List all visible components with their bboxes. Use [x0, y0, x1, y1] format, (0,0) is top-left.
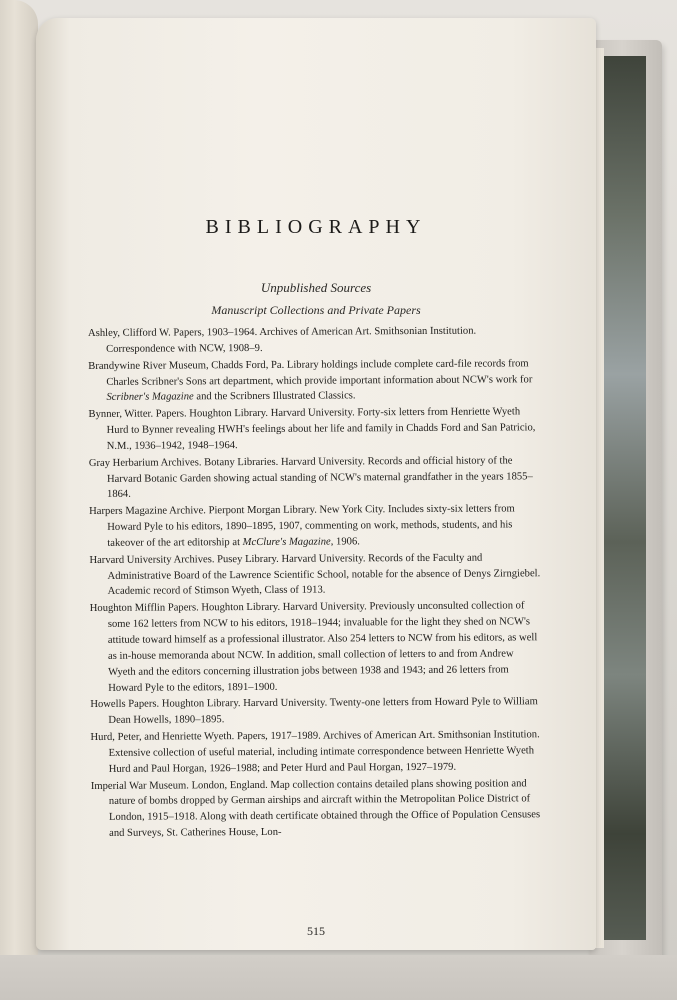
section-title: Unpublished Sources: [260, 280, 372, 295]
bibliography-entry: Imperial War Museum. London, England. Map collection contains detailed plans showing position and nature of bombs dropped by German airships and aircraft within the Metropolitan Police District of London, 1915–1918. Along with death certificate obtained through the Office of Population Censuses and Surveys, St. Catherines House, Lon-: [90, 777, 541, 840]
bibliography-entry: Howells Papers. Houghton Library. Harvard University. Twenty-one letters from Howard Pyle to William Dean Howells, 1890–1895.: [90, 696, 538, 727]
bibliography-entry: Hurd, Peter, and Henriette Wyeth. Papers, 1917–1989. Archives of American Art. Smithsonian Institution. Extensive collection of useful material, including intimate correspondence between Henriette Wyeth Hurd and Paul Horgan, 1926–1988; and Peter Hurd and Paul Horgan, 1927–1979.: [90, 729, 540, 775]
bibliography-entry: Houghton Mifflin Papers. Houghton Library. Harvard University. Previously unconsulted collection of some 162 letters from NCW to his editors, 1918–1944; invaluable for the light they shed on NCW's attitude toward himself as a professional illustrator. Also 254 letters to NCW from his editors, as well as in-house memoranda about NCW. In addition, small collection of letters to and from Andrew Wyeth and the editors concerning illustration jobs between 1938 and 1943; and 26 letters from Howard Pyle to the editors, 1891–1900.: [89, 600, 538, 694]
bibliography-entry: Brandywine River Museum, Chadds Ford, Pa. Library holdings include complete card-file records from Charles Scribner's Sons art department, which provide important information about NCW's work for Scribner's Magazine and the Scribners Illustrated Classics.: [88, 357, 533, 404]
subsection-title: Manuscript Collections and Private Papers: [211, 303, 421, 317]
page-heading: BIBLIOGRAPHY: [205, 216, 427, 238]
bibliography-entry: Ashley, Clifford W. Papers, 1903–1964. Archives of American Art. Smithsonian Institution. Correspondence with NCW, 1908–9.: [88, 325, 477, 355]
color-plate-edge: [602, 56, 646, 940]
bibliography-entry: Harvard University Archives. Pusey Library. Harvard University. Records of the Faculty and Administrative Board of the Lawrence Scientific School, notable for the absence of Denys Zirngiebel. Academic record of Stimson Wyeth, Class of 1913.: [89, 552, 541, 598]
left-page-curl: [0, 0, 38, 1000]
bibliography-entry: Gray Herbarium Archives. Botany Libraries. Harvard University. Records and official history of the Harvard Botanic Garden showing actual standing of NCW's maternal grandfather in the years 1855–1864.: [88, 455, 533, 501]
table-foreground: [0, 955, 677, 1000]
bibliography-entry: Bynner, Witter. Papers. Houghton Library. Harvard University. Forty-six letters from Henriette Wyeth Hurd to Bynner revealing HWH's feelings about her life and family in Chadds Ford and San Patricio, N.M., 1936–1942, 1948–1964.: [88, 406, 536, 452]
page-number: 515: [307, 924, 325, 938]
bibliography-entry: Harpers Magazine Archive. Pierpont Morgan Library. New York City. Includes sixty-six letters from Howard Pyle to his editors, 1890–1895, 1907, commenting on work, methods, students, and his takeover of the art editorship at McClure's Magazine, 1906.: [89, 503, 515, 549]
bibliography-entries: [88, 323, 543, 843]
book-page: [36, 18, 596, 950]
